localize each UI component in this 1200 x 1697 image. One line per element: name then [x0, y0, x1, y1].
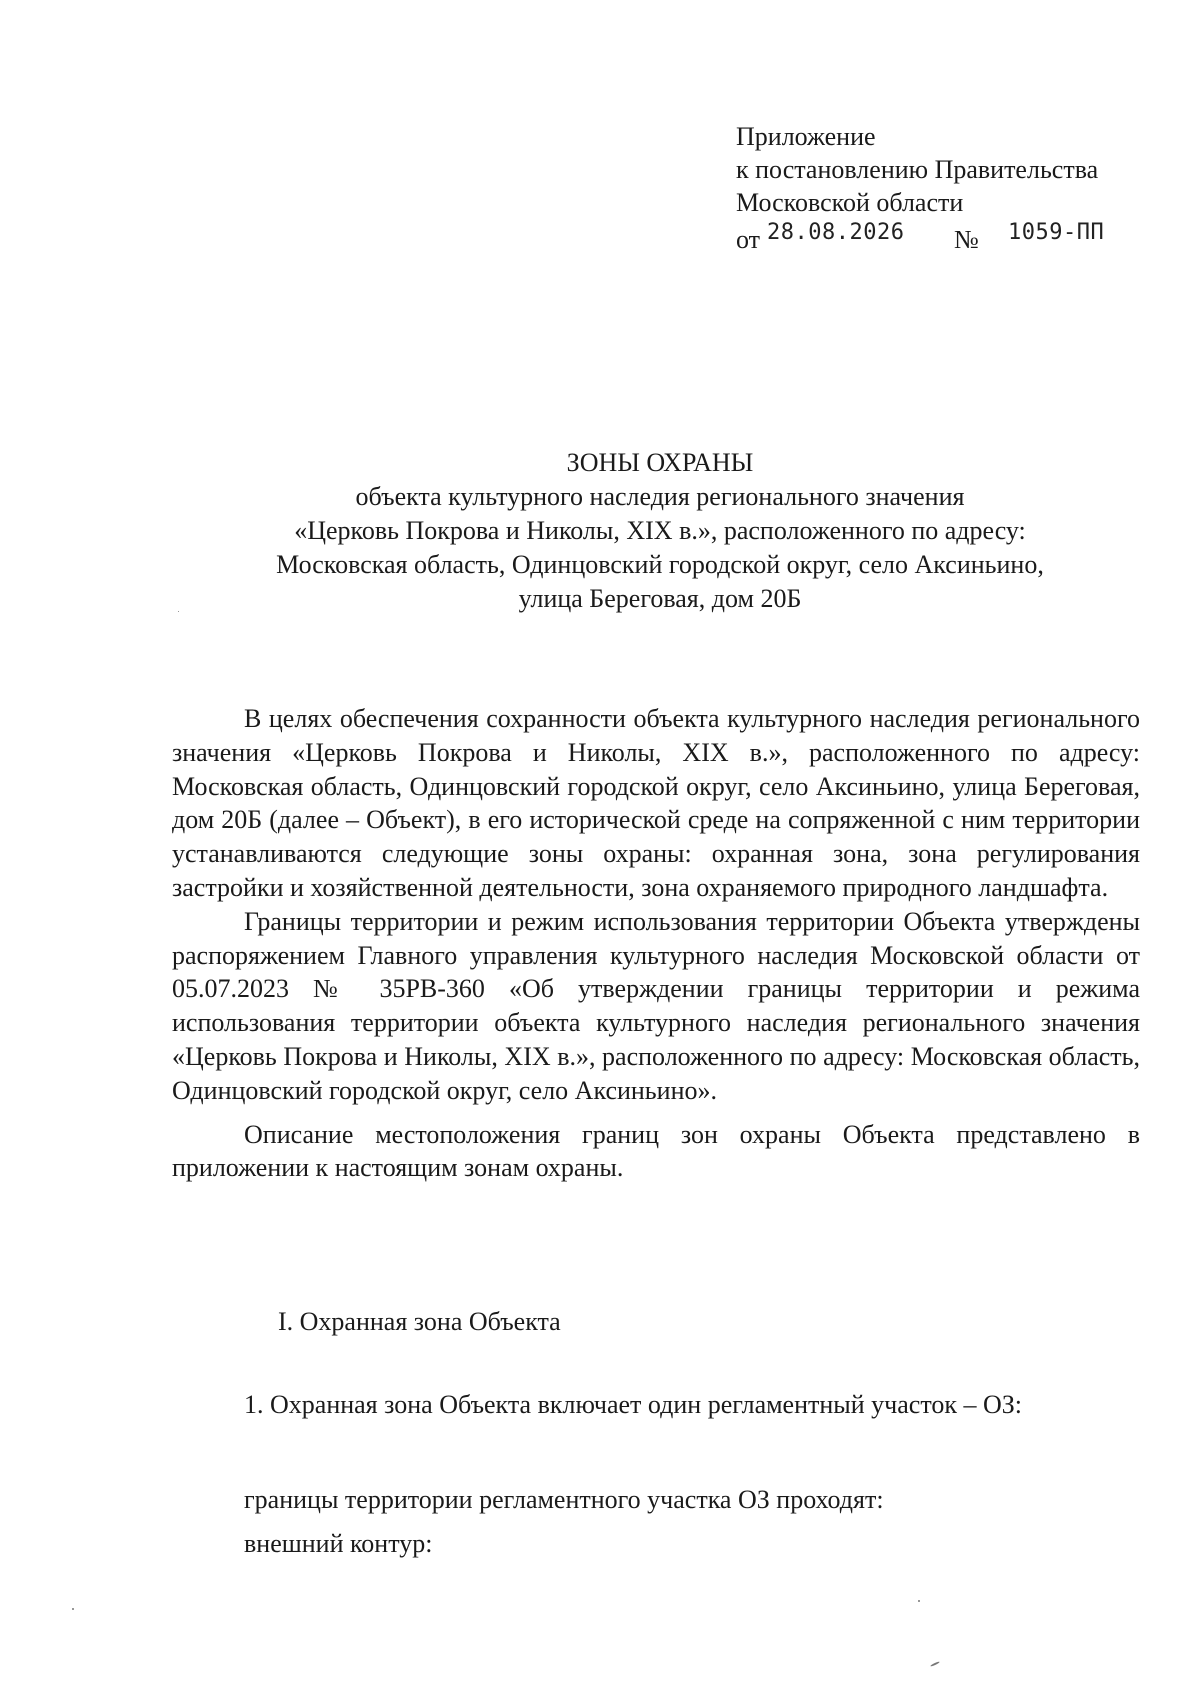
- boundary-description: [244, 1478, 884, 1566]
- item-1-text: 1. Охранная зона Объекта включает один регламентный участок – ОЗ:: [244, 1390, 1023, 1419]
- scan-speck: [72, 1608, 74, 1610]
- document-title-block: [170, 446, 1150, 616]
- section-heading: I. Охранная зона Объекта: [278, 1307, 561, 1336]
- document-body: [172, 702, 1140, 1185]
- resolution-date: 28.08.2026: [767, 220, 905, 245]
- document-title: ЗОНЫ ОХРАНЫ: [566, 448, 754, 477]
- date-prefix: от: [736, 225, 761, 254]
- scan-speck: [918, 1600, 920, 1602]
- paragraph-description: Описание местоположения границ зон охраны Объекта представлено в приложении к настоящим зонам охраны.: [172, 1119, 1140, 1183]
- title-line-5: улица Береговая, дом 20Б: [518, 584, 802, 613]
- appendix-resolution-ref: к постановлению Правительства: [736, 155, 1099, 184]
- outer-contour-line: внешний контур:: [244, 1529, 433, 1558]
- paragraph-purpose: В целях обеспечения сохранности объекта культурного наследия регионального значения «Церковь Покрова и Николы, XIX в.», расположенного по адресу: Московская область, Одинцовский городской округ, село Аксиньино, улица Береговая, дом 20Б (далее – Объект), в его исторической среде на сопряженной с ним территории устанавливаются следующие зоны охраны: охранная зона, зона регулирования застройки и хозяйственной деятельности, зона охраняемого природного ландшафта.: [172, 704, 1140, 902]
- scan-speck: [178, 611, 179, 612]
- resolution-number: 1059-ПП: [1008, 220, 1105, 245]
- number-sign: №: [954, 225, 979, 254]
- paragraph-boundaries: Границы территории и режим использования территории Объекта утверждены распоряжением Главного управления культурного наследия Московской области от 05.07.2023 № 35РВ-360 «Об утверждении границы территории и режима использования территории объекта культурного наследия регионального значения «Церковь Покрова и Николы, XIX в.», расположенного по адресу: Московская область, Одинцовский городской округ, село Аксиньино».: [172, 906, 1140, 1105]
- appendix-date-line: [736, 219, 1105, 255]
- appendix-region: Московской области: [736, 188, 964, 217]
- scan-speck: [930, 1661, 940, 1667]
- appendix-title: Приложение: [736, 122, 876, 151]
- title-line-3: «Церковь Покрова и Николы, XIX в.», расположенного по адресу:: [294, 516, 1026, 545]
- section-item-1: [172, 1387, 1140, 1423]
- appendix-approval-block: [736, 120, 1105, 255]
- title-line-4: Московская область, Одинцовский городской округ, село Аксиньино,: [276, 550, 1044, 579]
- title-line-2: объекта культурного наследия регионального значения: [355, 482, 965, 511]
- boundaries-line: границы территории регламентного участка ОЗ проходят:: [244, 1485, 884, 1514]
